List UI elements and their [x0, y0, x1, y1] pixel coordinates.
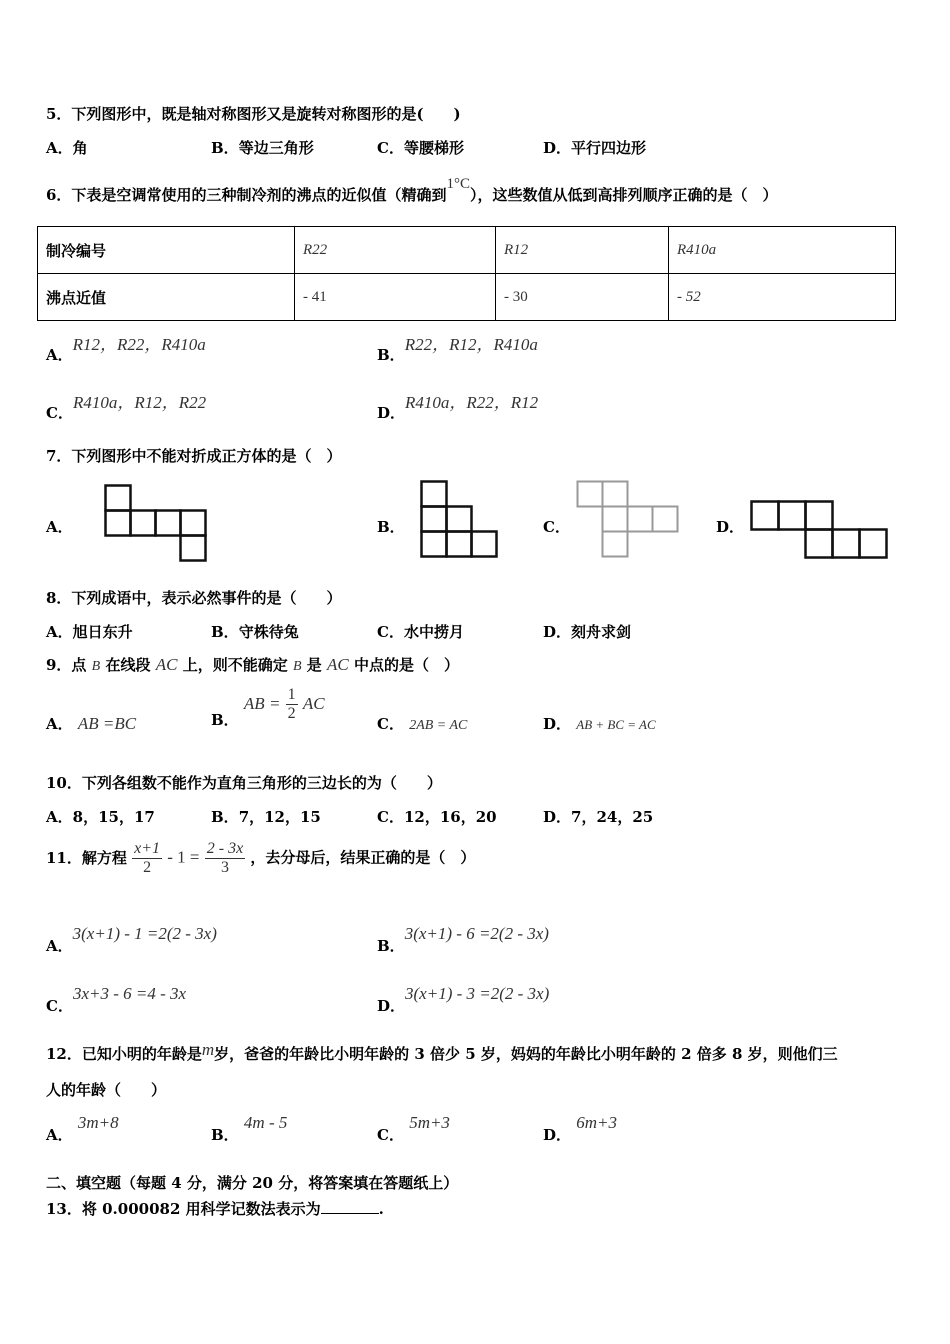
q12-option-c[interactable]: C． 5m+3: [377, 1113, 450, 1144]
table-cell: R22: [295, 227, 496, 274]
table-cell: - 30: [496, 274, 669, 321]
q12-option-d[interactable]: D． 6m+3: [543, 1113, 617, 1144]
q10-stem: 10．下列各组数不能作为直角三角形的三边长的为（ ）: [46, 774, 442, 792]
q6-option-c[interactable]: C．R410a，R12，R22: [46, 393, 207, 422]
q11-stem: 11．解方程 $\frac{x+1}{2}$ - 1 = $\frac{2 - 3x}{3}$ ，去分母后，结果正确的是（ ）: [46, 840, 476, 876]
q7-option-b-label[interactable]: B．: [377, 518, 405, 536]
cube-net-d: [750, 500, 890, 562]
q8-option-b[interactable]: B．守株待兔: [211, 623, 299, 641]
q9-option-d[interactable]: D． AB + BC = AC: [543, 715, 656, 733]
q6-option-a[interactable]: A．R12，R22，R410a: [46, 335, 206, 364]
table-row: [38, 227, 896, 274]
q8-option-a[interactable]: A．旭日东升: [46, 623, 133, 641]
q7-option-c-label[interactable]: C．: [543, 518, 570, 536]
q11-option-a[interactable]: A．3(x+1) - 1 =2(2 - 3x): [46, 924, 217, 955]
q5-stem: 5．下列图形中，既是轴对称图形又是旋转对称图形的是( ): [46, 105, 461, 123]
table-cell: - 41: [295, 274, 496, 321]
q5-option-d[interactable]: D．平行四边形: [543, 139, 647, 157]
q8-option-d[interactable]: D．刻舟求剑: [543, 623, 632, 641]
q6-unit: 1°C: [446, 176, 470, 192]
q5-option-c[interactable]: C．等腰梯形: [377, 139, 464, 157]
q9-option-a[interactable]: A． AB =BC: [46, 714, 137, 733]
q5-option-b[interactable]: B．等边三角形: [211, 139, 314, 157]
q13-stem: 13．将 0.000082 用科学记数法表示为 .: [46, 1200, 384, 1218]
q7-option-d-label[interactable]: D．: [716, 518, 745, 536]
q6-stem: 6．下表是空调常使用的三种制冷剂的沸点的近似值（精确到1°C），这些数值从低到高排列顺序正确的是（ ）: [46, 176, 778, 204]
section-title: 二、填空题（每题 4 分，满分 20 分，将答案填在答题纸上）: [46, 1174, 459, 1192]
q12-stem-line1: 12．已知小明的年龄是m岁，爸爸的年龄比小明年龄的 3 倍少 5 岁，妈妈的年龄比小明年龄的 2 倍多 8 岁，则他们三: [46, 1040, 838, 1063]
table-cell: R12: [496, 227, 669, 274]
q5-option-a[interactable]: A．角: [46, 139, 88, 157]
table-header-cell: 沸点近值: [38, 274, 295, 321]
q10-option-d[interactable]: D．7，24，25: [543, 808, 654, 826]
q9-option-c[interactable]: C． 2AB = AC: [377, 715, 468, 733]
q12-option-a[interactable]: A． 3m+8: [46, 1113, 119, 1144]
cube-net-c: [576, 480, 680, 560]
q9-stem: 9．点 B 在线段 AC 上，则不能确定 B 是 AC 中点的是（ ）: [46, 655, 459, 674]
q7-stem: 7．下列图形中不能对折成正方体的是（ ）: [46, 447, 342, 465]
q11-option-b[interactable]: B．3(x+1) - 6 =2(2 - 3x): [377, 924, 549, 955]
q9-option-b[interactable]: B． AB = $\frac{1}{2}$ AC: [211, 686, 325, 729]
answer-blank[interactable]: [321, 1199, 379, 1214]
q8-option-c[interactable]: C．水中捞月: [377, 623, 464, 641]
table-cell: - 52: [669, 274, 896, 321]
q10-option-a[interactable]: A．8，15，17: [46, 808, 155, 826]
cube-net-b: [420, 480, 500, 560]
q6-table: [37, 226, 896, 321]
q7-option-a-label[interactable]: A．: [46, 518, 73, 536]
table-row: [38, 274, 896, 321]
q11-option-d[interactable]: D．3(x+1) - 3 =2(2 - 3x): [377, 984, 550, 1015]
q12-option-b[interactable]: B． 4m - 5: [211, 1113, 288, 1144]
table-cell: R410a: [669, 227, 896, 274]
q6-option-d[interactable]: D．R410a，R22，R12: [377, 393, 539, 422]
table-header-cell: 制冷编号: [38, 227, 295, 274]
q12-stem-line2: 人的年龄（ ）: [46, 1081, 167, 1099]
q10-option-b[interactable]: B．7，12，15: [211, 808, 321, 826]
q10-option-c[interactable]: C．12，16，20: [377, 808, 497, 826]
q11-option-c[interactable]: C．3x+3 - 6 =4 - 3x: [46, 984, 187, 1015]
q6-option-b[interactable]: B．R22，R12，R410a: [377, 335, 538, 364]
q8-stem: 8．下列成语中，表示必然事件的是（ ）: [46, 589, 342, 607]
cube-net-a: [104, 484, 208, 564]
